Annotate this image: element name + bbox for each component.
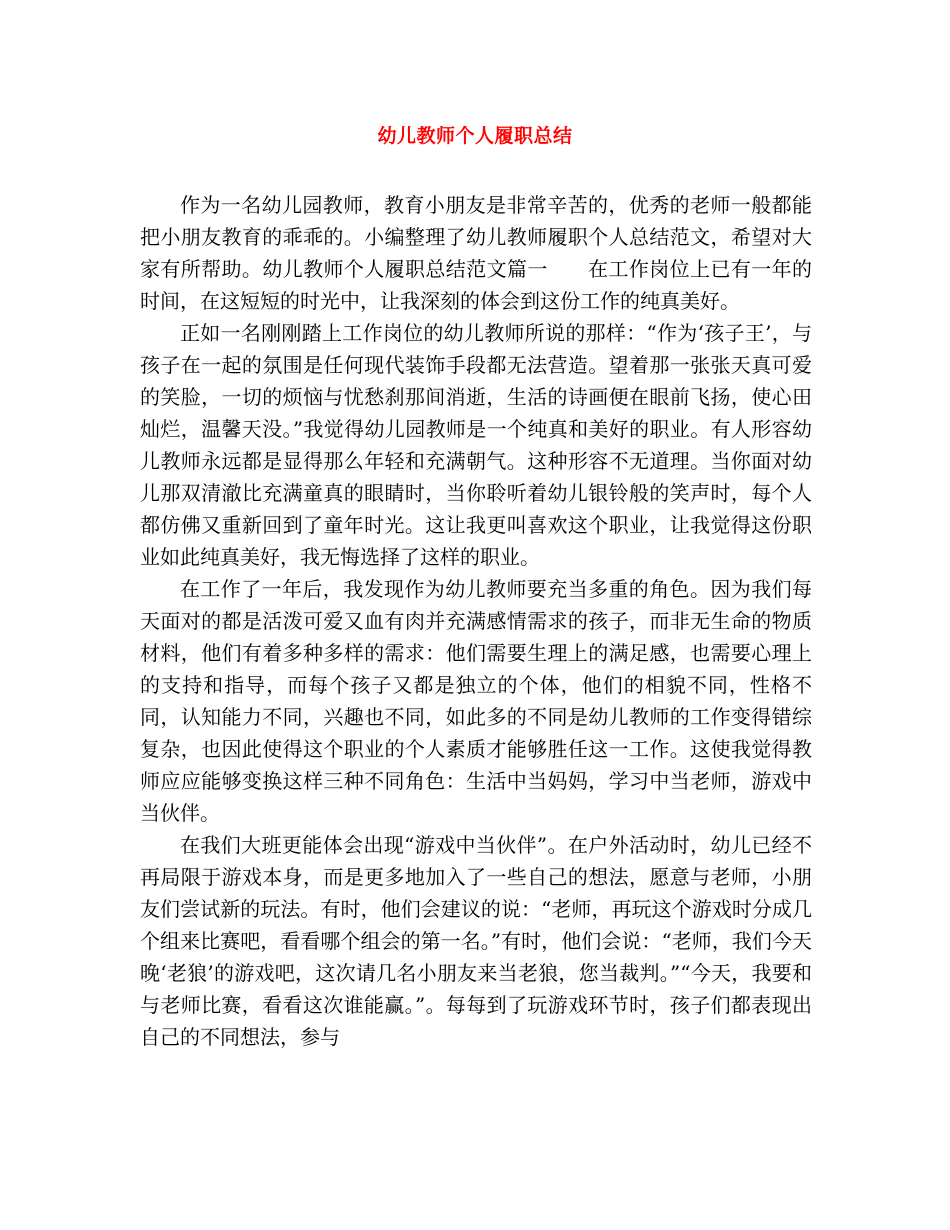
paragraph: 正如一名刚刚踏上工作岗位的幼儿教师所说的那样：“作为‘孩子王’，与孩子在一起的氛围是任何现代装饰手段都无法营造。望着那一张张天真可爱的笑脸，一切的烦恼与忧愁刹那间消逝，生活的诗画便在眼前飞扬，使心田灿烂，温馨天没。”我觉得幼儿园教师是一个纯真和美好的职业。有人形容幼儿教师永远都是显得那么年轻和充满朝气。这种形容不无道理。当你面对幼儿那双清澈比充满童真的眼睛时，当你聆听着幼儿银铃般的笑声时，每个人都仿佛又重新回到了童年时光。这让我更叫喜欢这个职业，让我觉得这份职业如此纯真美好，我无悔选择了这样的职业。 (140, 321, 812, 569)
paragraph-intro (140, 189, 812, 317)
intro-text: 作为一名幼儿园教师，教育小朋友是非常辛苦的，优秀的老师一般都能把小朋友教育的乖乖的。小编整理了幼儿教师履职个人总结范文，希望对大家有所帮助。幼儿教师个人履职总结范文篇一 (140, 193, 812, 281)
paragraph: 在工作了一年后，我发现作为幼儿教师要充当多重的角色。因为我们每天面对的都是活泼可爱又血有肉并充满感情需求的孩子，而非无生命的物质材料，他们有着多种多样的需求：他们需要生理上的满足感，也需要心理上的支持和指导，而每个孩子又都是独立的个体，他们的相貌不同，性格不同，认知能力不同，兴趣也不同，如此多的不同是幼儿教师的工作变得错综复杂，也因此使得这个职业的个人素质才能够胜任这一工作。这使我觉得教师应应能够变换这样三种不同角色：生活中当妈妈，学习中当老师，游戏中当伙伴。 (140, 577, 812, 825)
document-title: 幼儿教师个人履职总结 (377, 125, 573, 147)
document-body (140, 189, 812, 1053)
intro-continued-text: 在工作岗位上已有一年的时间，在这短短的时光中，让我深刻的体会到这份工作的纯真美好。 (140, 257, 813, 313)
paragraph: 在我们大班更能体会出现“游戏中当伙伴”。在户外活动时，幼儿已经不再局限于游戏本身，而是更多地加入了一些自己的想法，愿意与老师，小朋友们尝试新的玩法。有时，他们会建议的说：“老师，再玩这个游戏时分成几个组来比赛吧，看看哪个组会的第一名。”有时，他们会说：“老师，我们今天晚‘老狼’的游戏吧，这次请几名小朋友来当老狼，您当裁判。”“今天，我要和与老师比赛，看看这次谁能赢。”。每每到了玩游戏环节时，孩子们都表现出自己的不同想法，参与 (140, 833, 812, 1049)
